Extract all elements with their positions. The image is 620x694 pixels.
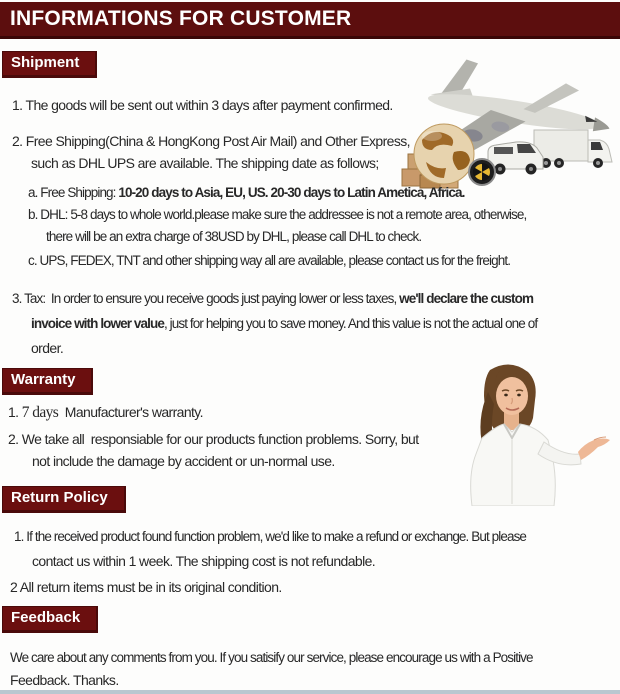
shipment-sub-a-bold-text: 10-20 days to Asia, EU, US. 20-30 days to Latin Ametica, Africa. bbox=[118, 185, 465, 200]
shipment-item-3-text-2: , just for helping you to save money. And this value is not the actual one of bbox=[163, 316, 538, 331]
shipment-item-2-line-1: 2. Free Shipping(China & HongKong Post Air Mail) and Other Express, bbox=[12, 133, 410, 149]
shipment-sub-b-line-2: there will be an extra charge of 38USD by DHL, please call DHL to check. bbox=[46, 229, 422, 244]
warranty-item-1-days: 7 days bbox=[21, 404, 59, 421]
warranty-item-2-line-2: not include the damage by accident or un-normal use. bbox=[32, 453, 335, 469]
shipping-airplane-globe-trucks-illustration bbox=[398, 56, 618, 196]
shipment-item-3-line-2 bbox=[0, 311, 620, 336]
section-label-shipment: Shipment bbox=[2, 51, 97, 78]
feedback-line-2: Feedback. Thanks. bbox=[10, 672, 119, 688]
page-title: INFORMATIONS FOR CUSTOMER bbox=[0, 2, 620, 39]
return-item-1-line-2: contact us within 1 week. The shipping cost is not refundable. bbox=[32, 553, 376, 569]
shipment-item-2-line-2: such as DHL UPS are available. The shipping date as follows; bbox=[31, 155, 379, 171]
shipment-item-3-line-3: order. bbox=[31, 340, 64, 356]
section-label-warranty: Warranty bbox=[2, 368, 93, 395]
warranty-item-1-text: Manufacturer's warranty. bbox=[58, 404, 203, 420]
shipment-item-1: 1. The goods will be sent out within 3 days after payment confirmed. bbox=[12, 97, 393, 113]
shipment-sub-a bbox=[0, 182, 620, 204]
warranty-item-1 bbox=[0, 401, 620, 423]
shipment-sub-c: c. UPS, FEDEX, TNT and other shipping way all are available, please contact us for the freight. bbox=[28, 253, 511, 268]
shipment-sub-a-text: a. Free Shipping: bbox=[28, 185, 119, 200]
warranty-item-1-number: 1. bbox=[8, 404, 22, 420]
feedback-section bbox=[0, 606, 620, 633]
shipment-item-3-bold-text-1: we'll declare the custom bbox=[399, 291, 534, 306]
shipment-item-3-text: 3. Tax: In order to ensure you receive goods just paying lower or less taxes, bbox=[12, 291, 400, 306]
section-label-feedback: Feedback bbox=[2, 606, 98, 633]
feedback-line-1: We care about any comments from you. If you satisify our service, please encourage us with a Positive bbox=[10, 650, 533, 665]
bottom-edge-strip bbox=[0, 690, 620, 694]
shipment-sub-b-line-1: b. DHL: 5-8 days to whole world.please make sure the addressee is not a remote area, otherwise, bbox=[28, 207, 527, 222]
return-item-1-line-1: 1. If the received product found function problem, we'd like to make a refund or exchange. But please bbox=[14, 529, 527, 544]
return-item-2: 2 All return items must be in its original condition. bbox=[10, 579, 282, 595]
shipment-item-3-line-1 bbox=[0, 286, 620, 311]
warranty-item-2-line-1: 2. We take all responsiable for our products function problems. Sorry, but bbox=[8, 431, 419, 447]
shipment-item-3-bold-text-2: invoice with lower value bbox=[31, 316, 164, 331]
section-label-return-policy: Return Policy bbox=[2, 486, 126, 513]
